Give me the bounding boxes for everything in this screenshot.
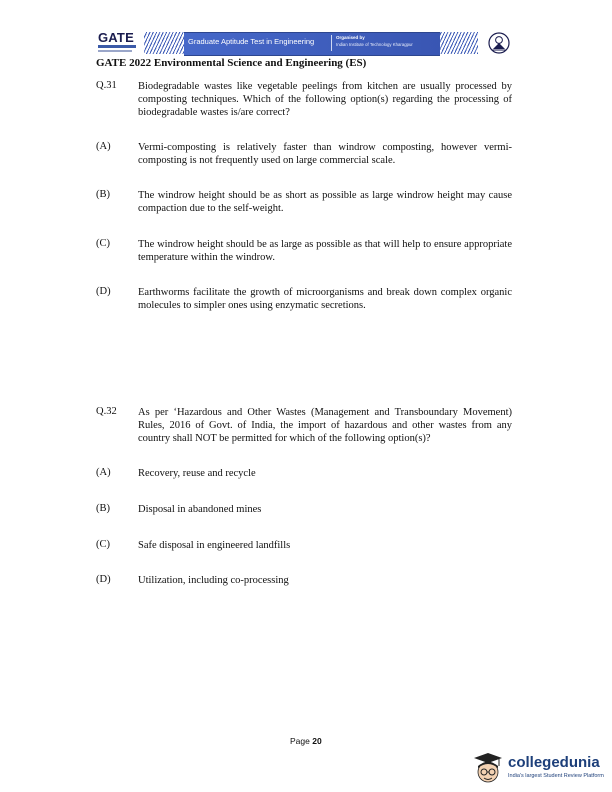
q31-option-b-text: The windrow height should be as short as possible as large windrow height may cause compaction due to the self-weight.: [138, 190, 512, 215]
question-number-32: Q.32: [96, 406, 117, 417]
q31-option-c-text: The windrow height should be as large as possible as that will help to ensure appropriate temperature within the windrow.: [138, 239, 512, 264]
q31-option-d-text: Earthworms facilitate the growth of microorganisms and break down complex organic molecules to simpler ones using enzymatic secretions.: [138, 287, 512, 312]
q31-option-c-label: (C): [96, 238, 110, 249]
banner-divider: [331, 35, 332, 51]
header-banner: [96, 28, 480, 56]
gate-logo-underline: [98, 45, 136, 48]
q31-option-a-text: Vermi-composting is relatively faster than windrow composting, however vermi-composting is not frequently used on large commercial scale.: [138, 142, 512, 167]
question-text-31: Biodegradable wastes like vegetable peelings from kitchen are usually processed by composting techniques. Which of the following option(s) regarding the processing of biodegradable wastes is/are correct?: [138, 81, 512, 119]
page-number: [290, 736, 322, 746]
q32-option-c-label: (C): [96, 539, 110, 550]
organised-by-label: Organised by: [336, 35, 365, 40]
q32-option-b-label: (B): [96, 503, 110, 514]
brand-name: collegedunia: [508, 754, 600, 771]
q32-option-d-label: (D): [96, 574, 111, 585]
organiser-name: Indian Institute of Technology Kharagpur: [336, 42, 413, 47]
gate-logo-subline: [98, 50, 132, 52]
q31-option-b-label: (B): [96, 189, 110, 200]
iit-emblem-icon: [488, 32, 510, 54]
q32-option-a-label: (A): [96, 467, 111, 478]
q32-option-c-text: Safe disposal in engineered landfills: [138, 540, 291, 551]
q32-option-d-text: Utilization, including co-processing: [138, 575, 289, 586]
student-mascot-icon: [470, 748, 506, 788]
q32-option-b-text: Disposal in abandoned mines: [138, 504, 262, 515]
gate-logo-text: GATE: [98, 30, 134, 45]
q32-option-a-text: Recovery, reuse and recycle: [138, 468, 256, 479]
page-number-value: 20: [312, 736, 322, 746]
exam-heading: GATE 2022 Environmental Science and Engineering (ES): [96, 57, 367, 69]
question-number-31: Q.31: [96, 80, 117, 91]
q31-option-a-label: (A): [96, 141, 111, 152]
banner-title: Graduate Aptitude Test in Engineering: [188, 37, 315, 46]
gate-logo: [96, 28, 140, 56]
collegedunia-logo: [470, 748, 612, 788]
question-text-32: As per ‘Hazardous and Other Wastes (Management and Transboundary Movement) Rules, 2016 of Govt. of India, the import of hazardous and other wastes from any country shall NOT be permitted for which of the following option(s)?: [138, 407, 512, 445]
page-prefix: Page: [290, 736, 310, 746]
q31-option-d-label: (D): [96, 286, 111, 297]
brand-tagline: India's largest Student Review Platform: [508, 773, 604, 779]
